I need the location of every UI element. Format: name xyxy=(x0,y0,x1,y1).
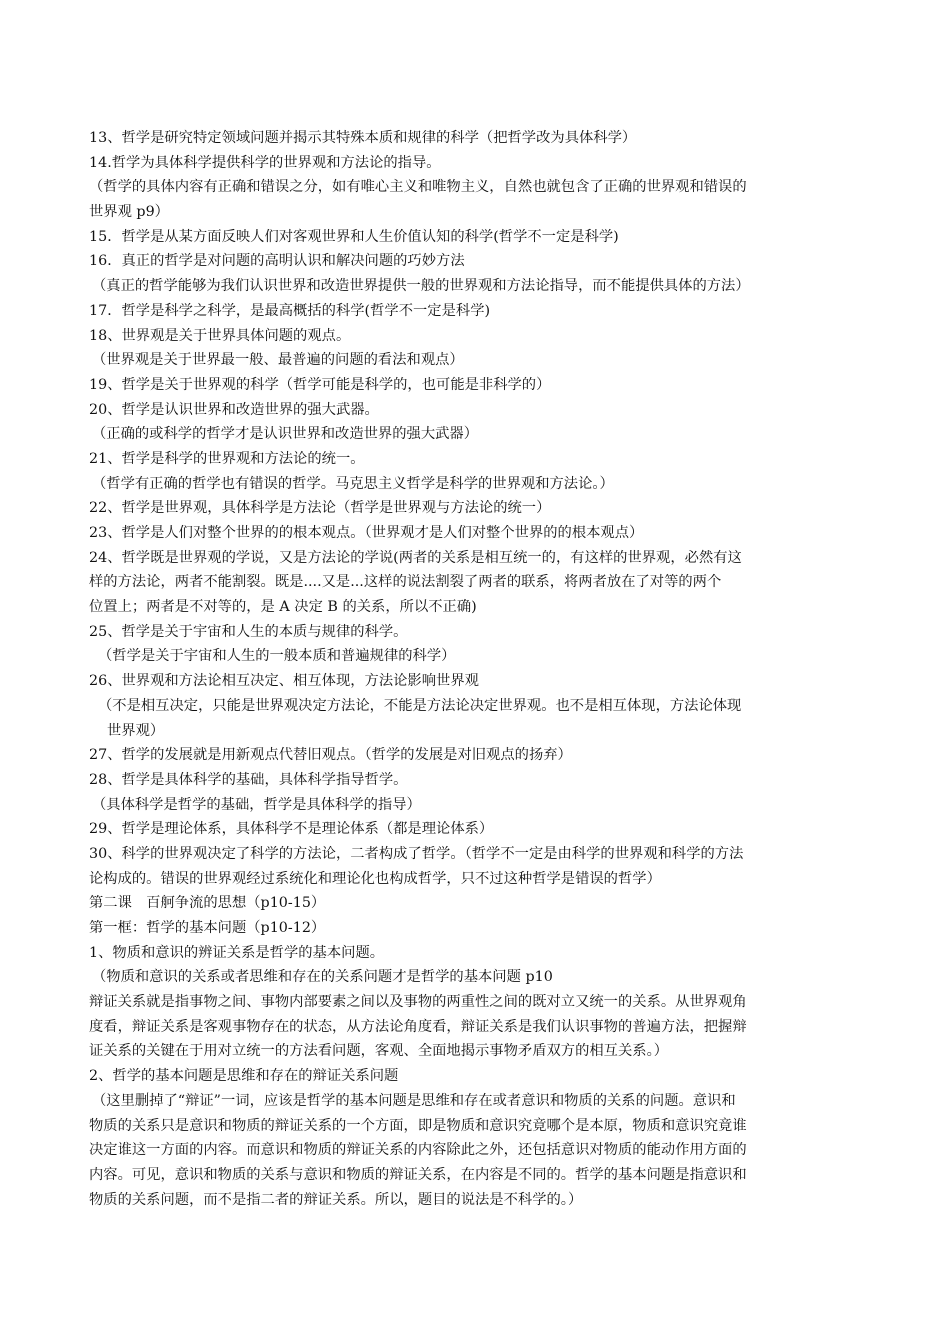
text-line: 24、哲学既是世界观的学说，又是方法论的学说(两者的关系是相互统一的，有这样的世界观，必然有这 xyxy=(89,549,742,566)
text-line: 30、科学的世界观决定了科学的方法论，二者构成了哲学。（哲学不一定是由科学的世界观和科学的方法 xyxy=(89,845,744,862)
text-line: 19、哲学是关于世界观的科学（哲学可能是科学的，也可能是非科学的） xyxy=(89,376,551,393)
text-line: 28、哲学是具体科学的基础，具体科学指导哲学。 xyxy=(89,771,408,788)
text-line: （正确的或科学的哲学才是认识世界和改造世界的强大武器） xyxy=(92,426,479,443)
text-line: 物质的关系只是意识和物质的辩证关系的一个方面，即是物质和意识究竟哪个是本原，物质和意识究竟谁 xyxy=(89,1117,747,1134)
text-line: 辩证关系就是指事物之间、事物内部要素之间以及事物的两重性之间的既对立又统一的关系。从世界观角 xyxy=(89,994,747,1011)
text-line: 度看，辩证关系是客观事物存在的状态，从方法论角度看，辩证关系是我们认识事物的普遍方法，把握辩 xyxy=(89,1018,747,1035)
text-line: 2、哲学的基本问题是思维和存在的辩证关系问题 xyxy=(89,1068,399,1085)
text-line: （世界观是关于世界最一般、最普遍的问题的看法和观点） xyxy=(92,352,464,369)
text-line: 29、哲学是理论体系，具体科学不是理论体系（都是理论体系） xyxy=(89,821,494,838)
text-line: （哲学有正确的哲学也有错误的哲学。马克思主义哲学是科学的世界观和方法论。） xyxy=(92,475,614,492)
text-line: （这里删掉了“辩证”一词，应该是哲学的基本问题是思维和存在或者意识和物质的关系的问题。意识和 xyxy=(92,1092,736,1109)
text-line: 决定谁这一方面的内容。而意识和物质的辩证关系的内容除此之外，还包括意识对物质的能动作用方面的 xyxy=(89,1142,747,1159)
text-line: 23、哲学是人们对整个世界的的根本观点。（世界观才是人们对整个世界的的根本观点） xyxy=(89,525,644,541)
text-line: 15．哲学是从某方面反映人们对客观世界和人生价值认知的科学(哲学不一定是科学) xyxy=(89,228,619,245)
text-line: （不是相互决定，只能是世界观决定方法论，不能是方法论决定世界观。也不是相互体现，方法论体现 xyxy=(98,697,742,714)
text-line: 世界观 p9） xyxy=(89,204,169,221)
text-line: 第二课 百舸争流的思想（p10-15） xyxy=(89,895,326,912)
text-line: 内容。可见，意识和物质的关系与意识和物质的辩证关系，在内容是不同的。哲学的基本问题是指意识和 xyxy=(89,1166,747,1183)
text-line: 25、哲学是关于宇宙和人生的本质与规律的科学。 xyxy=(89,623,408,640)
text-line: 位置上；两者是不对等的，是 A 决定 B 的关系，所以不正确) xyxy=(89,599,477,616)
text-line: 16．真正的哲学是对问题的高明认识和解决问题的巧妙方法 xyxy=(89,253,465,270)
text-line: 14.哲学为具体科学提供科学的世界观和方法论的指导。 xyxy=(89,154,441,171)
text-line: 1、物质和意识的辨证关系是哲学的基本问题。 xyxy=(89,944,385,961)
text-line: 17．哲学是科学之科学，是最高概括的科学(哲学不一定是科学) xyxy=(89,302,491,319)
text-line: 22、哲学是世界观，具体科学是方法论（哲学是世界观与方法论的统一） xyxy=(89,500,551,517)
text-line: 18、世界观是关于世界具体问题的观点。 xyxy=(89,327,351,344)
text-line: （具体科学是哲学的基础，哲学是具体科学的指导） xyxy=(92,796,421,813)
text-line: 27、哲学的发展就是用新观点代替旧观点。（哲学的发展是对旧观点的扬弃） xyxy=(89,747,572,764)
document-body xyxy=(89,126,864,1212)
text-line: 20、哲学是认识世界和改造世界的强大武器。 xyxy=(89,401,379,418)
text-line: 物质的关系问题，而不是指二者的辩证关系。所以，题目的说法是不科学的。） xyxy=(89,1191,583,1208)
text-line: （物质和意识的关系或者思维和存在的关系问题才是哲学的基本问题 p10 xyxy=(92,969,553,986)
text-line: 证关系的关键在于用对立统一的方法看问题，客观、全面地揭示事物矛盾双方的相互关系。） xyxy=(89,1043,669,1060)
text-line: 第一框：哲学的基本问题（p10-12） xyxy=(89,920,326,936)
text-line: （哲学的具体内容有正确和错误之分，如有唯心主义和唯物主义，自然也就包含了正确的世界观和错误的 xyxy=(89,179,747,196)
text-line: 13、哲学是研究特定领域问题并揭示其特殊本质和规律的科学（把哲学改为具体科学） xyxy=(89,130,637,146)
text-line: 世界观） xyxy=(107,722,165,739)
text-line: 21、哲学是科学的世界观和方法论的统一。 xyxy=(89,450,365,467)
text-line: 论构成的。错误的世界观经过系统化和理论化也构成哲学，只不过这种哲学是错误的哲学） xyxy=(89,870,661,887)
text-line: （哲学是关于宇宙和人生的一般本质和普遍规律的科学） xyxy=(98,648,456,665)
text-line: 26、世界观和方法论相互决定、相互体现，方法论影响世界观 xyxy=(89,673,479,690)
text-line: （真正的哲学能够为我们认识世界和改造世界提供一般的世界观和方法论指导，而不能提供具体的方法） xyxy=(92,278,750,295)
text-line: 样的方法论，两者不能割裂。既是....又是...这样的说法割裂了两者的联系，将两者放在了对等的两个 xyxy=(89,574,722,591)
